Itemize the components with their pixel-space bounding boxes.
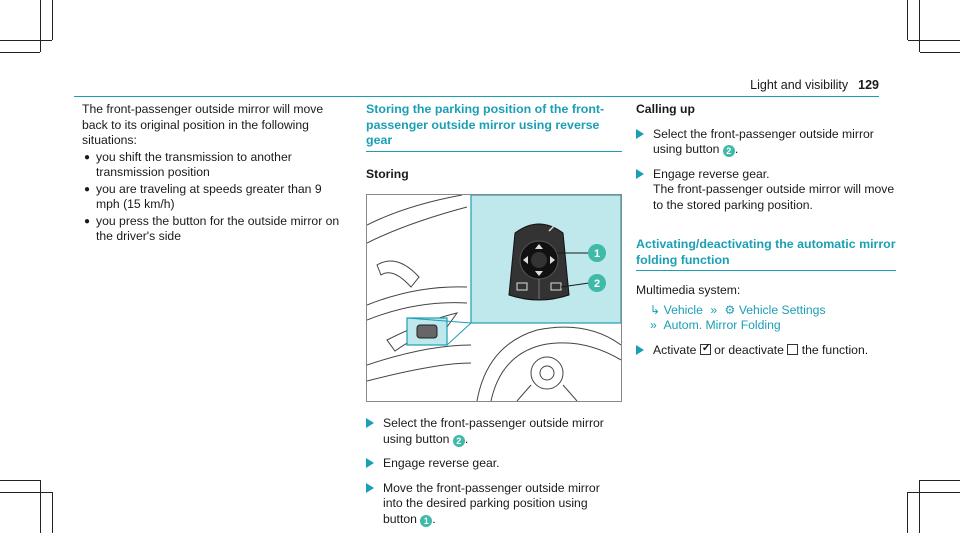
callout-2: 2 (593, 278, 601, 290)
section-heading: Storing the parking position of the front-passenger outside mirror using reverse gear (366, 102, 622, 152)
header-rule (74, 96, 879, 97)
crop-mark (920, 52, 960, 53)
running-header (750, 78, 879, 92)
instruction-step: Engage reverse gear. (366, 456, 622, 472)
bullet-item: ● you press the button for the outside mirror on the driver's side (84, 213, 340, 243)
intro-text: The front-passenger outside mirror will move back to its original position in the following situations: (82, 102, 324, 147)
crop-mark (908, 492, 960, 493)
menu-path-autom-mirror-folding[interactable]: Autom. Mirror Folding (663, 318, 781, 332)
mirror-switch-illustration (366, 194, 622, 402)
page-number: 129 (858, 78, 879, 92)
crop-mark (907, 492, 908, 533)
step-arrow-icon (636, 129, 644, 139)
enter-icon: ↳ (650, 302, 661, 317)
crop-mark (920, 480, 960, 481)
car-settings-icon: ⚙ (724, 302, 736, 317)
checked-checkbox-icon: ✓ (701, 341, 711, 354)
door-panel-drawing (367, 195, 621, 401)
step-arrow-icon (636, 345, 644, 355)
menu-path (636, 303, 896, 334)
crop-mark (40, 480, 41, 533)
bullet-item: ● you are traveling at speeds greater than 9 mph (15 km/h) (84, 181, 322, 211)
button-reference: 1 (420, 515, 432, 527)
column-3 (636, 102, 896, 358)
instruction-step: Move the front-passenger outside mirror into the desired parking position using button 1 . (366, 481, 622, 528)
button-reference: 2 (453, 435, 465, 447)
menu-path-vehicle-settings[interactable]: Vehicle Settings (738, 302, 826, 317)
column-2 (366, 102, 622, 527)
step-arrow-icon (636, 169, 644, 179)
chevron-icon: » (650, 318, 657, 332)
section-heading: Activating/deactivating the automatic mirror folding function (636, 237, 896, 271)
crop-mark (52, 0, 53, 40)
step-arrow-icon (366, 458, 374, 468)
crop-mark (40, 0, 41, 52)
system-label: Multimedia system: (636, 283, 741, 297)
column-1 (82, 102, 342, 245)
crop-mark (0, 492, 52, 493)
instruction-step: Activate ✓ or deactivate the function. (636, 343, 896, 359)
crop-mark (0, 480, 40, 481)
section-title: Light and visibility (750, 78, 849, 92)
step-arrow-icon (366, 418, 374, 428)
bullet-item: ● you shift the transmission to another transmission position (84, 149, 292, 179)
callout-1: 1 (593, 248, 601, 260)
empty-checkbox-icon (787, 344, 798, 355)
step-arrow-icon (366, 483, 374, 493)
crop-mark (907, 0, 908, 40)
chevron-icon: » (710, 302, 718, 317)
crop-mark (919, 0, 920, 52)
crop-mark (0, 52, 40, 53)
instruction-step: Engage reverse gear. The front-passenger outside mirror will move to the stored parking position. (636, 167, 896, 214)
crop-mark (52, 492, 53, 533)
menu-path-vehicle[interactable]: Vehicle (663, 302, 703, 317)
instruction-step: Select the front-passenger outside mirror using button 2 . (636, 127, 896, 158)
subheading: Calling up (636, 102, 695, 116)
button-reference: 2 (723, 145, 735, 157)
instruction-step: Select the front-passenger outside mirror using button 2 . (366, 416, 622, 447)
subheading: Storing (366, 166, 409, 181)
crop-mark (0, 40, 52, 41)
crop-mark (908, 40, 960, 41)
crop-mark (919, 480, 920, 533)
